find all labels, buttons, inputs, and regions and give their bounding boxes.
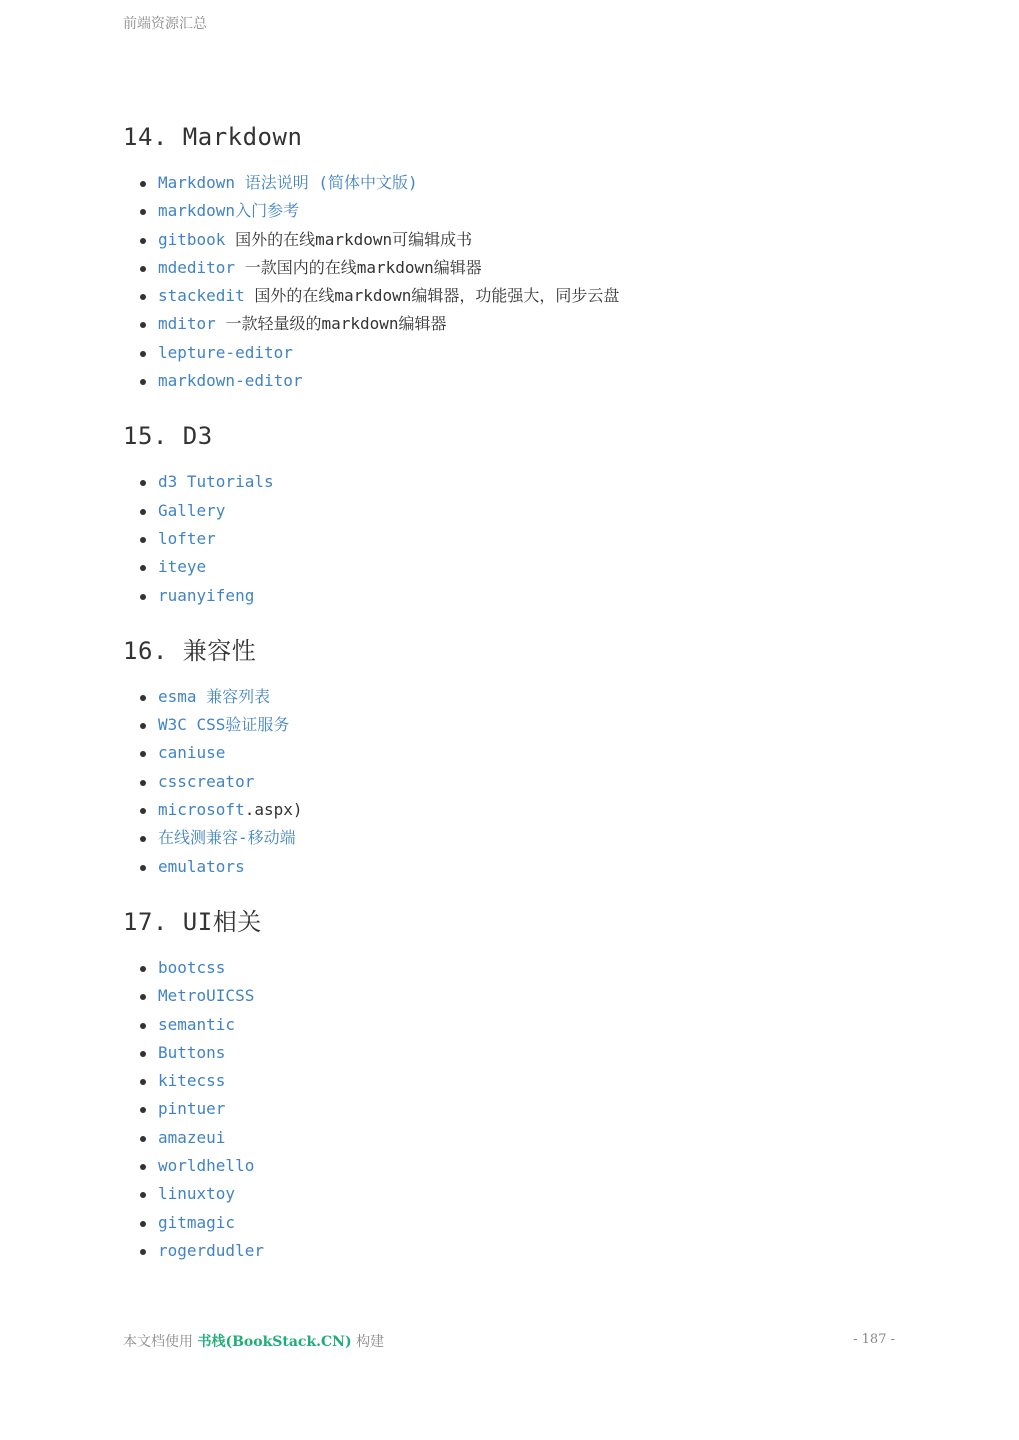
resource-link[interactable]: caniuse xyxy=(158,743,226,763)
page-number: - 187 - xyxy=(853,1332,895,1347)
resource-list xyxy=(123,683,903,881)
resource-description: 一款国内的在线markdown编辑器 xyxy=(244,257,482,277)
resource-link[interactable]: microsoft xyxy=(158,800,245,820)
resource-link[interactable]: iteye xyxy=(158,557,207,577)
list-item xyxy=(123,853,903,881)
resource-link[interactable]: semantic xyxy=(158,1014,236,1034)
resource-link[interactable]: gitbook xyxy=(158,229,226,249)
list-item xyxy=(123,1039,903,1067)
list-item xyxy=(123,169,903,197)
resource-link[interactable]: amazeui xyxy=(158,1127,226,1147)
section-heading: 16. 兼容性 xyxy=(123,636,257,665)
list-item xyxy=(123,1095,903,1123)
section-heading: 14. Markdown xyxy=(123,123,303,151)
resource-link[interactable]: markdown入门参考 xyxy=(158,201,300,221)
resource-list xyxy=(123,954,903,1265)
resource-description: 一款轻量级的markdown编辑器 xyxy=(225,314,447,334)
resource-list xyxy=(123,468,903,609)
list-item xyxy=(123,226,903,254)
footer-prefix: 本文档使用 xyxy=(123,1334,193,1350)
resource-description: 国外的在线markdown编辑器，功能强大，同步云盘 xyxy=(254,286,620,306)
list-item xyxy=(123,497,903,525)
section-heading: 17. UI相关 xyxy=(123,907,262,936)
list-item xyxy=(123,525,903,553)
list-item xyxy=(123,796,903,824)
resource-link[interactable]: Buttons xyxy=(158,1042,226,1062)
resource-link[interactable]: MetroUICSS xyxy=(158,986,255,1006)
resource-link[interactable]: kitecss xyxy=(158,1071,226,1091)
list-item xyxy=(123,683,903,711)
resource-link[interactable]: W3C CSS验证服务 xyxy=(158,715,290,735)
list-item xyxy=(123,282,903,310)
resource-link[interactable]: gitmagic xyxy=(158,1212,236,1232)
footer-brand-link[interactable]: 书栈(BookStack.CN) xyxy=(197,1334,352,1350)
list-item xyxy=(123,310,903,338)
resource-link[interactable]: Gallery xyxy=(158,500,226,520)
list-item xyxy=(123,1237,903,1265)
resource-link[interactable]: mdeditor xyxy=(158,257,236,277)
resource-link[interactable]: mditor xyxy=(158,314,216,334)
resource-link[interactable]: lepture-editor xyxy=(158,342,293,362)
list-item xyxy=(123,197,903,225)
list-item xyxy=(123,468,903,496)
list-item xyxy=(123,254,903,282)
list-item xyxy=(123,1209,903,1237)
resource-link[interactable]: csscreator xyxy=(158,771,255,791)
list-item xyxy=(123,1067,903,1095)
resource-link[interactable]: stackedit xyxy=(158,286,245,306)
resource-link[interactable]: Markdown 语法说明 (简体中文版) xyxy=(158,173,418,192)
resource-link[interactable]: esma 兼容列表 xyxy=(158,686,271,706)
resource-link[interactable]: 在线测兼容-移动端 xyxy=(158,828,296,848)
list-item xyxy=(123,1180,903,1208)
resource-link[interactable]: bootcss xyxy=(158,957,226,977)
footer-credit xyxy=(123,1331,384,1351)
list-item xyxy=(123,339,903,367)
document-content xyxy=(123,118,903,1287)
resource-link[interactable]: markdown-editor xyxy=(158,371,303,391)
resource-link[interactable]: pintuer xyxy=(158,1099,226,1119)
list-item xyxy=(123,954,903,982)
resource-link[interactable]: worldhello xyxy=(158,1156,255,1176)
list-item xyxy=(123,982,903,1010)
list-item xyxy=(123,1152,903,1180)
footer-suffix: 构建 xyxy=(356,1334,385,1350)
resource-link[interactable]: emulators xyxy=(158,856,245,876)
list-item xyxy=(123,367,903,395)
resource-list xyxy=(123,169,903,395)
section-heading: 15. D3 xyxy=(123,422,213,451)
resource-link[interactable]: ruanyifeng xyxy=(158,585,255,605)
list-item xyxy=(123,1011,903,1039)
list-item xyxy=(123,768,903,796)
list-item xyxy=(123,1124,903,1152)
resource-link[interactable]: lofter xyxy=(158,528,216,548)
link-suffix-text: .aspx) xyxy=(244,800,303,820)
resource-link[interactable]: rogerdudler xyxy=(158,1240,264,1260)
running-header: 前端资源汇总 xyxy=(123,16,207,32)
list-item xyxy=(123,824,903,852)
list-item xyxy=(123,711,903,739)
resource-link[interactable]: d3 Tutorials xyxy=(158,472,274,492)
resource-link[interactable]: linuxtoy xyxy=(158,1184,236,1204)
resource-description: 国外的在线markdown可编辑成书 xyxy=(235,229,473,249)
list-item xyxy=(123,739,903,767)
list-item xyxy=(123,553,903,581)
list-item xyxy=(123,582,903,610)
